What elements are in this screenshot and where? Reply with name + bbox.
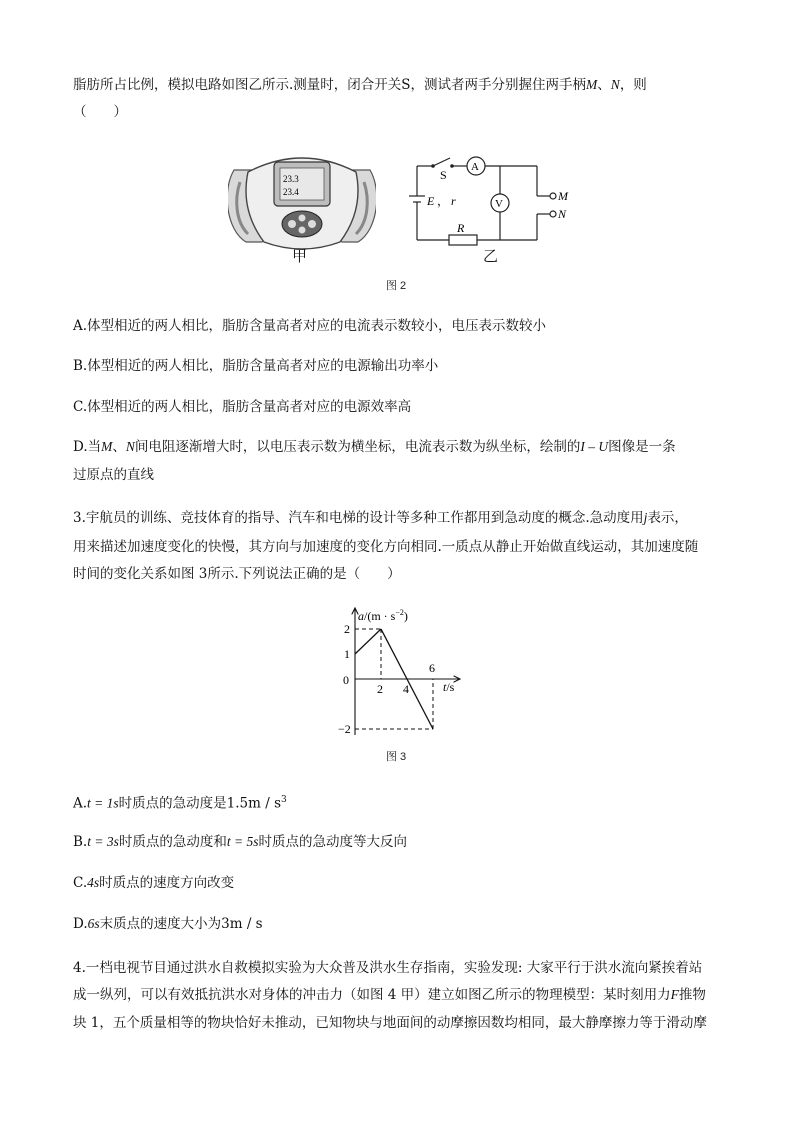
y-axis-label: $a/(m \cdot s^{-2})$ bbox=[358, 608, 408, 623]
figure-label-jia: 甲 bbox=[292, 247, 308, 265]
q2-option-d-line2: 过原点的直线 bbox=[73, 467, 154, 483]
q2-answer-bracket: （ ） bbox=[73, 104, 127, 120]
y-tick-label: 1 bbox=[344, 647, 350, 661]
x-tick-label: 6 bbox=[429, 661, 435, 675]
q2-option-b: B.体型相近的两人相比，脂肪含量高者对应的电源输出功率小 bbox=[73, 358, 439, 374]
q4-stem-line1: 4.一档电视节目通过洪水自救模拟实验为大众普及洪水生存指南，实验发现: 大家平行于洪水流向紧挨着站 bbox=[73, 960, 703, 976]
x-tick-label: 0 bbox=[343, 673, 349, 687]
q2-option-d-line1: D.当M、N间电阻逐渐增大时，以电压表示数为横坐标，电流表示数为纵坐标，绘制的I – U图像是一条 bbox=[73, 439, 676, 455]
emf-label: E bbox=[427, 194, 435, 208]
voltmeter-label: V bbox=[495, 198, 503, 210]
figure-3-caption: 图 3 bbox=[386, 751, 407, 763]
q3-option-d: D.6s末质点的速度大小为3m / s bbox=[73, 916, 263, 932]
device-display-line2: 23.4 bbox=[283, 187, 299, 197]
switch-label: S bbox=[440, 168, 447, 182]
device-display-line1: 23.3 bbox=[283, 174, 299, 184]
q3-stem-line1: 3.宇航员的训练、竞技体育的指导、汽车和电梯的设计等多种工作都用到急动度的概念.急动度用j表示， bbox=[73, 510, 688, 526]
series-line-segment bbox=[355, 629, 381, 654]
q3-option-c: C.4s时质点的速度方向改变 bbox=[73, 875, 235, 891]
q2-stem-line1: 脂肪所占比例，模拟电路如图乙所示.测量时，闭合开关S，测试者两手分别握住两手柄M、N，则 bbox=[73, 77, 647, 93]
x-tick-label: 4 bbox=[403, 682, 409, 696]
q3-stem-line2: 用来描述加速度变化的快慢，其方向与加速度的变化方向相同.一质点从静止开始做直线运动，其加速度随 bbox=[73, 539, 699, 555]
y-tick-label: −2 bbox=[338, 722, 351, 736]
q3-option-a: A.t = 1s时质点的急动度是$1.5m / s^3$ bbox=[73, 795, 287, 812]
emf-separator: ， bbox=[437, 194, 450, 208]
q4-stem-line3: 块 1，五个质量相等的物块恰好未推动，已知物块与地面间的动摩擦因数均相同，最大静摩擦力等于滑动摩 bbox=[73, 1015, 707, 1031]
q3-option-b: B.t = 3s时质点的急动度和t = 5s时质点的急动度等大反向 bbox=[73, 834, 407, 850]
figure-2-caption: 图 2 bbox=[386, 280, 407, 292]
y-tick-label: 2 bbox=[344, 622, 350, 636]
figure-label-yi: 乙 bbox=[483, 247, 499, 265]
q2-option-a: A.体型相近的两人相比，脂肪含量高者对应的电流表示数较小，电压表示数较小 bbox=[73, 318, 547, 334]
x-tick-label: 2 bbox=[377, 682, 383, 696]
resistor-label: R bbox=[457, 221, 465, 235]
terminal-m-label: M bbox=[558, 189, 568, 203]
q3-stem-line3: 时间的变化关系如图 3所示.下列说法正确的是（ ） bbox=[73, 566, 401, 582]
internal-resistance-label: r bbox=[451, 194, 456, 208]
q2-option-c: C.体型相近的两人相比，脂肪含量高者对应的电源效率高 bbox=[73, 399, 412, 415]
ammeter-label: A bbox=[471, 161, 479, 173]
terminal-n-label: N bbox=[558, 207, 567, 221]
acceleration-time-chart bbox=[325, 600, 475, 740]
q4-stem-line2: 成一纵列，可以有效抵抗洪水对身体的冲击力（如图 4 甲）建立如图乙所示的物理模型：某时刻用力F推物 bbox=[73, 987, 706, 1003]
x-axis-label: t/s bbox=[443, 680, 455, 694]
